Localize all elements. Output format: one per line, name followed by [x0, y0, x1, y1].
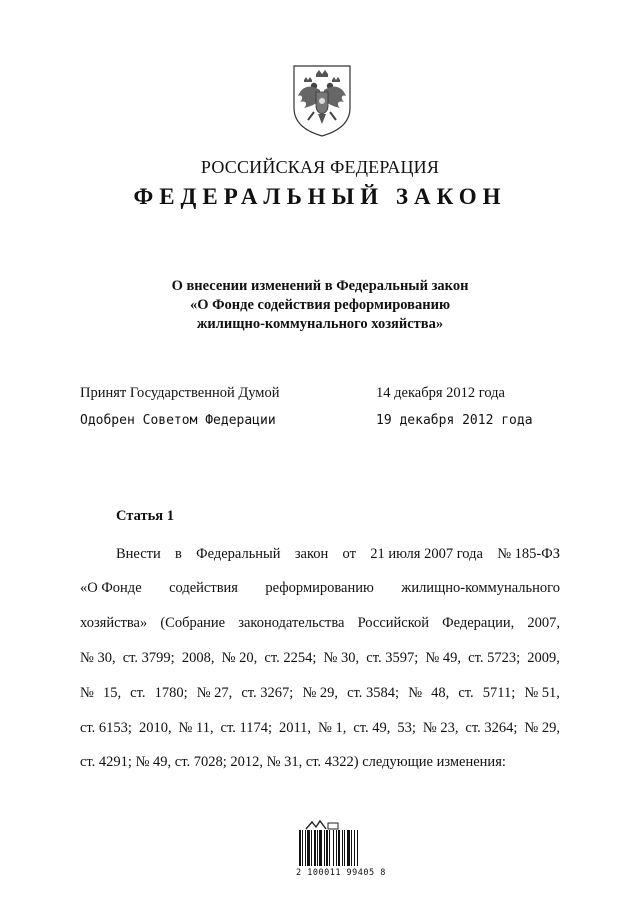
body-word: № 29, [524, 720, 560, 736]
body-word: № 30, [323, 650, 360, 666]
adopted-by-duma-label: Принят Государственной Думой [80, 385, 280, 401]
body-word: ст. 6153; [80, 720, 132, 736]
document-type-title: ФЕДЕРАЛЬНЫЙ ЗАКОН [133, 184, 507, 209]
body-word: 2008, [181, 650, 215, 666]
approved-by-federation-council-label: Одобрен Советом Федерации [80, 413, 276, 428]
body-word: ст. 4291; № 49, ст. 7028; 2012, № 31, ст. 4322) следующие изменения: [80, 754, 506, 770]
state-name: РОССИЙСКАЯ ФЕДЕРАЦИЯ [200, 157, 440, 177]
body-word: ст. 49, [353, 720, 391, 736]
body-text-line [80, 579, 560, 597]
body-word: 2010, [138, 720, 172, 736]
body-word: 5711; [482, 685, 516, 701]
body-word: 21 июля 2007 года [370, 546, 483, 562]
subject-line: О внесении изменений в Федеральный закон [171, 278, 469, 294]
body-word: ст. 3267; [241, 685, 294, 701]
body-word: ст. 3597; [366, 650, 419, 666]
body-word: 53; [397, 720, 416, 736]
article-heading: Статья 1 [116, 508, 174, 524]
body-text-line [116, 545, 560, 563]
body-word: содействия [169, 580, 238, 596]
body-word: Федеральный [196, 546, 281, 562]
body-word: № 29, [302, 685, 339, 701]
law-subject-title [60, 277, 580, 334]
body-word: Федерации, [442, 615, 515, 631]
body-word: хозяйства» [80, 615, 148, 631]
body-word: № [408, 685, 423, 701]
approved-date: 19 декабря 2012 года [376, 413, 533, 428]
body-word: ст. [458, 685, 474, 701]
adopted-date: 14 декабря 2012 года [376, 385, 505, 401]
body-word: ст. 3264; [465, 720, 518, 736]
body-word: законодательства [238, 615, 345, 631]
body-text-line [80, 719, 560, 737]
body-word: № 20, [221, 650, 258, 666]
body-word: ст. 3584; [347, 685, 400, 701]
subject-line: жилищно-коммунального хозяйства» [196, 316, 444, 332]
body-word: ст. 5723; [468, 650, 521, 666]
body-word: реформированию [265, 580, 374, 596]
body-word: 2009, [527, 650, 560, 666]
body-word: жилищно-коммунального [401, 580, 560, 596]
barcode-number: 2 100011 99405 8 [296, 868, 386, 878]
body-text-line [80, 614, 560, 632]
russian-coat-of-arms-icon [290, 64, 354, 138]
body-word: (Собрание [160, 615, 226, 631]
body-word: 1780; [154, 685, 188, 701]
body-text-line [80, 684, 560, 702]
body-word: 2011, [278, 720, 312, 736]
body-word: № 23, [422, 720, 459, 736]
body-word: в [175, 546, 182, 562]
barcode-icon [298, 830, 374, 868]
body-word: Внести [116, 546, 161, 562]
body-text-line [80, 753, 560, 771]
body-text-line [80, 649, 560, 667]
body-word: 15, [102, 685, 122, 701]
subject-line: «О Фонде содействия реформированию [189, 297, 451, 313]
body-word: № 11, [178, 720, 214, 736]
body-word: ст. 1174; [220, 720, 272, 736]
body-word: ст. 3799; [122, 650, 175, 666]
body-word: от [342, 546, 356, 562]
body-word: «О Фонде [80, 580, 142, 596]
body-word: № 49, [425, 650, 461, 666]
body-word: 2007, [527, 615, 560, 631]
body-word: № 185-ФЗ [497, 546, 560, 562]
body-word: Российской [357, 615, 430, 631]
body-word: ст. 2254; [264, 650, 317, 666]
body-word: ст. [130, 685, 146, 701]
publisher-mark-icon [300, 818, 340, 830]
body-word: № 51, [524, 685, 560, 701]
body-word: 48, [431, 685, 450, 701]
body-word: закон [294, 546, 329, 562]
body-word: № 27, [196, 685, 233, 701]
body-word: № [80, 685, 94, 701]
body-word: № 30, [80, 650, 116, 666]
body-word: № 1, [318, 720, 347, 736]
